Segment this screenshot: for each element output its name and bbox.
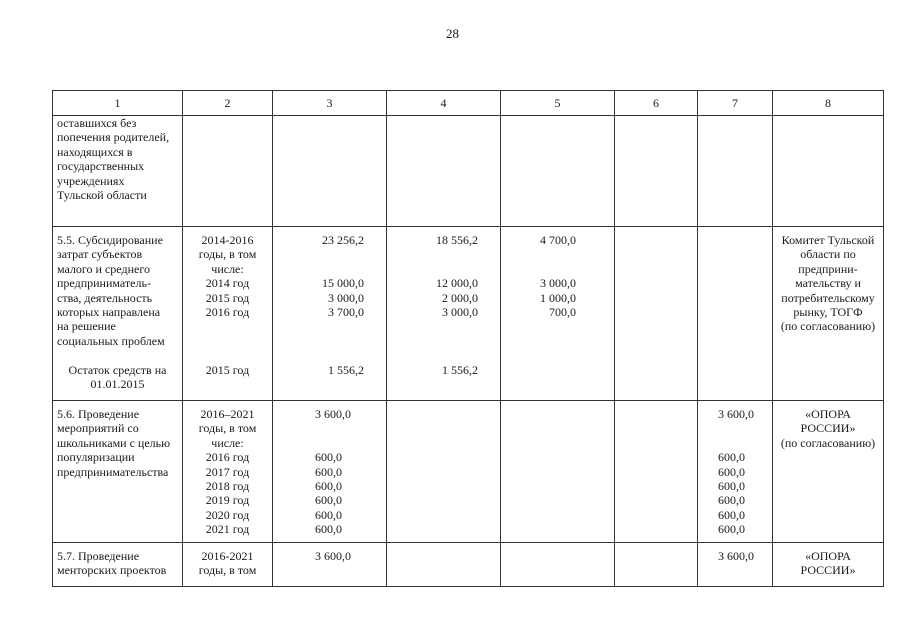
text-line: 2014 год xyxy=(205,276,250,291)
amount-value: 3 600,0 xyxy=(718,549,754,563)
empty-cell xyxy=(698,227,773,401)
amount-value: 700,0 xyxy=(549,305,576,319)
amount-value: 1 556,2 xyxy=(442,362,478,377)
amount-value: 15 000,0 xyxy=(322,276,364,291)
text-line: области по xyxy=(800,247,856,262)
amount-value: 1 556,2 xyxy=(328,362,364,377)
header-row xyxy=(53,91,884,116)
text-line: 2016 год xyxy=(205,305,250,320)
amount-value: 18 556,2 xyxy=(436,233,478,247)
text-line: «ОПОРА xyxy=(805,549,851,563)
text-line: 5.7. Проведение xyxy=(57,549,140,563)
text-line: на решение xyxy=(57,319,116,334)
text-line: государственных xyxy=(57,159,145,174)
text-line: Остаток средств на xyxy=(68,362,167,377)
text-line: числе: xyxy=(211,261,244,276)
row-description xyxy=(53,116,183,227)
empty-cell xyxy=(615,227,698,401)
text-line: оставшихся без xyxy=(57,116,137,130)
amount-value: 600,0 xyxy=(315,450,342,465)
executor-cell xyxy=(773,543,884,587)
text-line: «ОПОРА xyxy=(805,407,851,421)
period-cell xyxy=(183,227,273,401)
table-row-5-5 xyxy=(53,227,884,401)
text-line: 5.6. Проведение xyxy=(57,407,140,421)
text-line: 2014-2016 xyxy=(201,233,254,247)
empty-cell xyxy=(501,116,615,227)
header-cell: 2 xyxy=(183,91,273,116)
empty-cell xyxy=(387,116,501,227)
amount-value: 600,0 xyxy=(315,479,342,493)
text-line: 2020 год xyxy=(205,507,250,522)
amount-value: 3 700,0 xyxy=(328,305,364,319)
text-line: 2015 год xyxy=(205,362,250,377)
text-line: 2015 год xyxy=(205,290,250,305)
empty-cell xyxy=(183,116,273,227)
header-cell: 7 xyxy=(698,91,773,116)
empty-cell xyxy=(615,116,698,227)
text-line: менторских проектов xyxy=(57,563,167,578)
amount-cell xyxy=(501,227,615,401)
text-line: 2021 год xyxy=(205,522,250,537)
amount-value: 3 000,0 xyxy=(328,290,364,305)
period-cell xyxy=(183,543,273,587)
amount-value: 1 000,0 xyxy=(540,290,576,305)
amount-value: 3 600,0 xyxy=(315,407,351,421)
amount-cell xyxy=(273,401,387,543)
amount-value: 600,0 xyxy=(315,493,342,508)
amount-value: 4 700,0 xyxy=(540,233,576,247)
amount-value: 23 256,2 xyxy=(322,233,364,247)
amount-value: 3 600,0 xyxy=(315,549,351,563)
page-number: 28 xyxy=(446,26,459,41)
text-line: РОССИИ» xyxy=(800,563,856,578)
amount-value: 600,0 xyxy=(315,522,342,537)
table-row-5-6 xyxy=(53,401,884,543)
text-line: (по согласованию) xyxy=(780,435,876,450)
amount-value: 600,0 xyxy=(315,507,342,522)
text-line: 2017 год xyxy=(205,464,250,479)
text-line: предприни- xyxy=(798,261,858,276)
row-description xyxy=(53,227,183,401)
header-cell: 8 xyxy=(773,91,884,116)
amount-value: 600,0 xyxy=(718,493,745,508)
empty-cell xyxy=(698,116,773,227)
amount-value: 600,0 xyxy=(718,522,745,537)
amount-value: 600,0 xyxy=(315,464,342,479)
text-line: 2018 год xyxy=(205,479,250,494)
amount-cell xyxy=(273,227,387,401)
amount-value: 12 000,0 xyxy=(436,276,478,291)
text-line: популяризации xyxy=(57,450,135,465)
text-line: которых направлена xyxy=(57,305,161,320)
text-line: учреждениях xyxy=(57,173,125,188)
amount-cell xyxy=(387,227,501,401)
empty-cell xyxy=(501,543,615,587)
period-cell xyxy=(183,401,273,543)
executor-cell xyxy=(773,401,884,543)
text-line: 01.01.2015 xyxy=(90,377,145,392)
text-line: школьниками с целью xyxy=(57,435,171,450)
amount-value: 600,0 xyxy=(718,450,745,465)
text-line: 2019 год xyxy=(205,493,250,508)
amount-cell xyxy=(698,401,773,543)
empty-cell xyxy=(615,543,698,587)
text-line: РОССИИ» xyxy=(800,421,856,436)
text-line: годы, в том xyxy=(198,563,257,578)
text-line: мательству и xyxy=(795,276,861,291)
amount-value: 600,0 xyxy=(718,479,745,493)
text-line: ства, деятельность xyxy=(57,290,153,305)
empty-cell xyxy=(501,401,615,543)
empty-cell xyxy=(387,401,501,543)
text-line: числе: xyxy=(211,435,244,450)
text-line: 5.5. Субсидирование xyxy=(57,233,163,247)
row-description xyxy=(53,543,183,587)
text-line: рынку, ТОГФ xyxy=(793,305,863,320)
text-line: 2016 год xyxy=(205,450,250,465)
amount-cell xyxy=(698,543,773,587)
text-line: годы, в том xyxy=(198,247,257,262)
program-table xyxy=(52,90,884,587)
text-line: годы, в том xyxy=(198,421,257,436)
empty-cell xyxy=(273,116,387,227)
text-line: потребительскому xyxy=(781,290,875,305)
amount-value: 600,0 xyxy=(718,464,745,479)
amount-value: 3 600,0 xyxy=(718,407,754,421)
text-line: социальных проблем xyxy=(57,333,165,348)
text-line: 2016–2021 xyxy=(200,407,255,421)
text-line: 2016-2021 xyxy=(201,549,254,563)
text-line: находящихся в xyxy=(57,144,133,159)
text-line: предприниматель- xyxy=(57,276,151,291)
text-line: Тульской области xyxy=(57,188,147,203)
empty-cell xyxy=(615,401,698,543)
text-line: затрат субъектов xyxy=(57,247,143,262)
table-row-continuation xyxy=(53,116,884,227)
header-cell: 5 xyxy=(501,91,615,116)
text-line: попечения родителей, xyxy=(57,130,170,145)
row-description xyxy=(53,401,183,543)
header-cell: 4 xyxy=(387,91,501,116)
amount-value: 3 000,0 xyxy=(540,276,576,291)
amount-value: 3 000,0 xyxy=(442,305,478,319)
text-line: предпринимательства xyxy=(57,464,169,479)
table-row-5-7 xyxy=(53,543,884,587)
executor-cell xyxy=(773,227,884,401)
amount-value: 600,0 xyxy=(718,507,745,522)
text-line: мероприятий со xyxy=(57,421,139,436)
text-line: (по согласованию) xyxy=(780,319,876,334)
header-cell: 1 xyxy=(53,91,183,116)
header-cell: 6 xyxy=(615,91,698,116)
text-line: малого и среднего xyxy=(57,261,150,276)
header-cell: 3 xyxy=(273,91,387,116)
amount-value: 2 000,0 xyxy=(442,290,478,305)
text-line: Комитет Тульской xyxy=(781,233,875,247)
empty-cell xyxy=(387,543,501,587)
empty-cell xyxy=(773,116,884,227)
amount-cell xyxy=(273,543,387,587)
